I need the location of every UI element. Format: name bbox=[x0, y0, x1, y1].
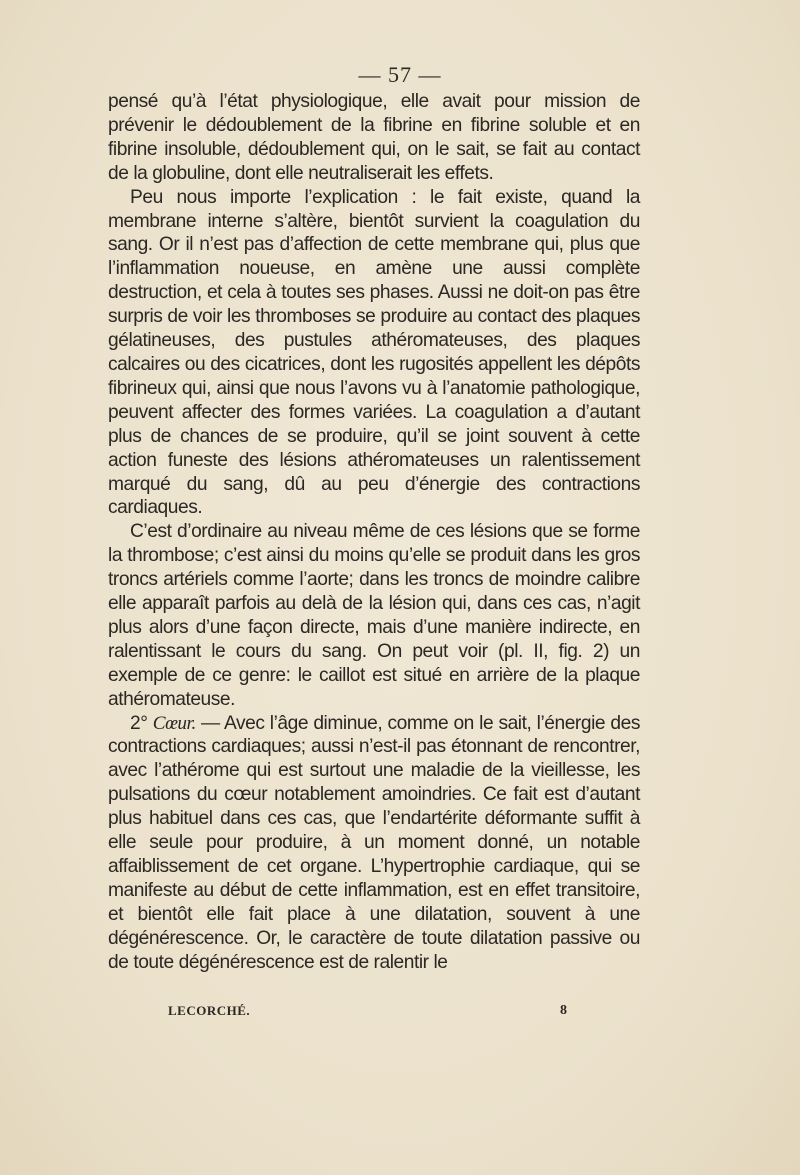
signature-mark: LECORCHÉ. bbox=[168, 1003, 251, 1018]
paragraph-1: pensé qu’à l’état physiologique, elle avait pour mission de prévenir le dédoublement de la fibrine en fibrine soluble et en fibrine insoluble, dédoublement qui, on le sait, se fait au contact de la globuline, dont elle neutraliserait les effets. bbox=[108, 91, 640, 184]
section-title: Cœur. bbox=[152, 712, 196, 734]
paragraph-2: Peu nous importe l’explication : le fait existe, quand la membrane interne s’altère, bientôt survient la coagulation du sang. Or il n’est pas d’affection de cette membrane qui, plus que l’inflammation noueuse, en amène une aussi complète destruction, et cela à toutes ses phases. Aussi ne doit-on pas être surpris de voir les thromboses se produire au contact des plaques gélatineuses, des pustules athéromateuses, des plaques calcaires ou des cicatrices, dont les rugosités appellent les dépôts fibrineux qui, ainsi que nous l’avons vu à l’anatomie pathologique, peuvent affecter des formes variées. La coagulation a d’autant plus de chances de se produire, qu’il se joint souvent à cette action funeste des lésions athéromateuses un ralentissement marqué du sang, dû au peu d’énergie des contractions cardiaques. bbox=[108, 186, 640, 519]
paragraph-heart-section bbox=[108, 712, 640, 975]
section-text: — Avec l’âge diminue, comme on le sait, l’énergie des contractions cardiaques; aussi n’est-il pas étonnant de rencontrer, avec l’athérome qui est surtout une maladie de la vieillesse, les pulsations du cœur notablement amoindries. Ce fait est d’autant plus habituel dans ces cas, que l’endartérite déformante suffit à elle seule pour produire, à un moment donné, un notable affaiblissement de cet organe. L’hypertrophie cardiaque, qui se manifeste au début de cette inflammation, est en effet transitoire, et bientôt elle fait place à une dilatation, souvent à une dégénérescence. Or, le caractère de toute dilatation passive ou de toute dégénérescence est de ralentir le bbox=[108, 712, 640, 973]
sheet-number: 8 bbox=[560, 1003, 568, 1018]
page-number: — 57 — bbox=[358, 62, 442, 87]
paragraph-3: C’est d’ordinaire au niveau même de ces lésions que se forme la thrombose; c’est ainsi du moins qu’elle se produit dans les gros troncs artériels comme l’aorte; dans les troncs de moindre calibre elle apparaît parfois au delà de la lésion qui, dans ces cas, n’agit plus alors d’une façon directe, mais d’une manière indirecte, en ralentissant le cours du sang. On peut voir (pl. II, fig. 2) un exemple de ce genre: le caillot est situé en arrière de la plaque athéromateuse. bbox=[108, 521, 640, 710]
page-body bbox=[108, 90, 640, 975]
section-number: 2° bbox=[130, 712, 148, 734]
